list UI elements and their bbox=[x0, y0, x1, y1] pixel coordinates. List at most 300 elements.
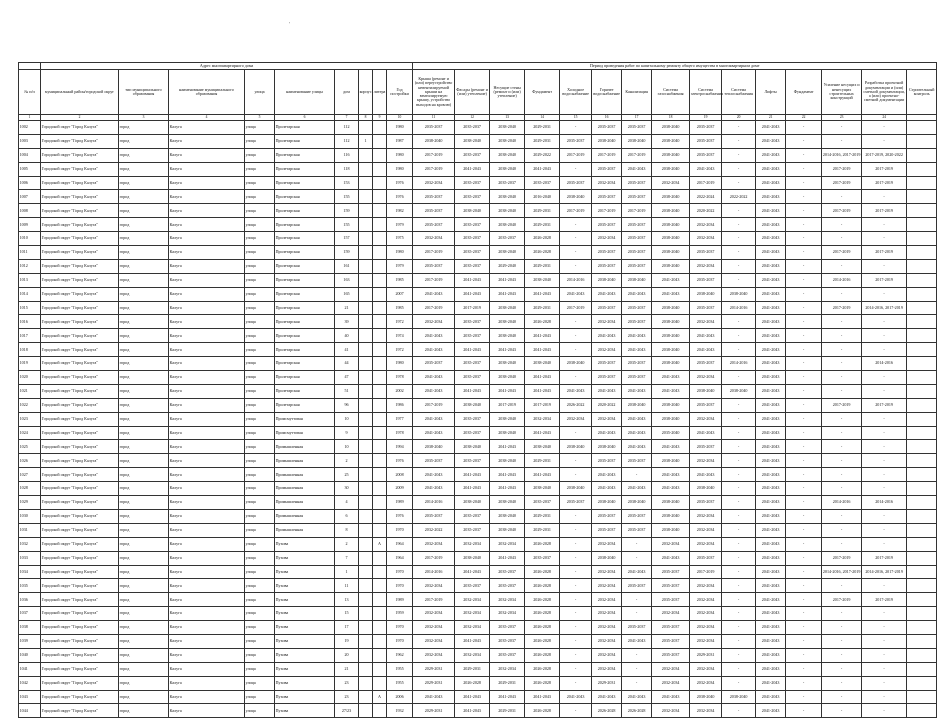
table-cell bbox=[907, 259, 937, 273]
table-cell: - bbox=[862, 134, 907, 148]
table-cell: улица bbox=[245, 218, 275, 232]
table-cell: Городской округ "Город Калуга" bbox=[41, 371, 119, 385]
table-cell: 1020 bbox=[19, 371, 41, 385]
table-cell: 2002 bbox=[387, 384, 413, 398]
table-cell: Калуга bbox=[169, 384, 245, 398]
table-cell: Калуга bbox=[169, 204, 245, 218]
table-cell: - bbox=[722, 121, 756, 135]
table-cell: - bbox=[722, 509, 756, 523]
table-cell: Калуга bbox=[169, 482, 245, 496]
table-cell: улица bbox=[245, 357, 275, 371]
table-cell: 1970 bbox=[387, 523, 413, 537]
table-cell: Пролетарская bbox=[275, 357, 335, 371]
table-cell: 2035-2037 bbox=[690, 551, 722, 565]
table-cell: - bbox=[786, 412, 822, 426]
table-cell: 2038-2040 bbox=[592, 273, 622, 287]
table-cell: 2041-2043 bbox=[622, 384, 652, 398]
table-cell: - bbox=[786, 593, 822, 607]
table-cell: 2026-2028 bbox=[525, 704, 560, 718]
table-cell: Пролетарская bbox=[275, 134, 335, 148]
table-cell: 1033 bbox=[19, 551, 41, 565]
table-cell: 2041-2043 bbox=[756, 134, 786, 148]
table-cell: 2038-2040 bbox=[490, 509, 525, 523]
table-cell: 2041-2043 bbox=[455, 343, 490, 357]
table-cell bbox=[359, 634, 373, 648]
table-cell bbox=[359, 704, 373, 718]
table-cell: 2038-2040 bbox=[622, 496, 652, 510]
table-cell: город bbox=[119, 162, 169, 176]
table-cell: - bbox=[786, 676, 822, 690]
table-row bbox=[19, 509, 937, 523]
table-cell: 2038-2040 bbox=[592, 134, 622, 148]
table-row bbox=[19, 259, 937, 273]
table-cell bbox=[359, 329, 373, 343]
table-cell: 2035-2037 bbox=[592, 301, 622, 315]
table-cell: - bbox=[786, 648, 822, 662]
table-cell: 96 bbox=[335, 398, 359, 412]
page-mark: ' bbox=[289, 22, 291, 28]
table-cell: - bbox=[786, 162, 822, 176]
table-cell: 2017-2019 bbox=[862, 398, 907, 412]
table-cell: 2041-2043 bbox=[756, 259, 786, 273]
table-cell: Калуга bbox=[169, 496, 245, 510]
table-cell: 2038-2040 bbox=[652, 148, 690, 162]
table-cell: - bbox=[862, 662, 907, 676]
table-cell: - bbox=[560, 579, 592, 593]
table-cell bbox=[907, 496, 937, 510]
table-cell: улица bbox=[245, 634, 275, 648]
table-cell: - bbox=[822, 523, 862, 537]
table-cell bbox=[373, 232, 387, 246]
table-cell bbox=[373, 468, 387, 482]
table-cell: 1038 bbox=[19, 621, 41, 635]
table-cell: 2041-2043 bbox=[756, 148, 786, 162]
table-cell: 2041-2043 bbox=[490, 551, 525, 565]
table-cell: 2041-2043 bbox=[525, 343, 560, 357]
table-cell: 2038-2040 bbox=[652, 315, 690, 329]
table-cell: город bbox=[119, 634, 169, 648]
table-cell: - bbox=[862, 454, 907, 468]
table-cell bbox=[907, 537, 937, 551]
column-number: 8 bbox=[359, 115, 373, 121]
table-cell: улица bbox=[245, 148, 275, 162]
table-cell: - bbox=[722, 523, 756, 537]
table-cell: 2032-2034 bbox=[690, 537, 722, 551]
table-cell: 2035-2037 bbox=[592, 523, 622, 537]
column-header-row bbox=[19, 70, 937, 115]
table-cell bbox=[359, 551, 373, 565]
table-cell: 2038-2040 bbox=[652, 246, 690, 260]
table-cell: 2035-2037 bbox=[622, 232, 652, 246]
table-cell: 2041-2043 bbox=[455, 690, 490, 704]
table-cell: город bbox=[119, 301, 169, 315]
table-cell: 2038-2040 bbox=[592, 551, 622, 565]
table-cell: 2008 bbox=[387, 468, 413, 482]
table-cell bbox=[907, 676, 937, 690]
table-cell: Городской округ "Город Калуга" bbox=[41, 134, 119, 148]
table-cell: 2035-2037 bbox=[413, 204, 455, 218]
column-header: Горячее водоснабжение bbox=[592, 70, 622, 115]
table-cell: 2035-2037 bbox=[490, 648, 525, 662]
table-cell: 2041-2043 bbox=[560, 690, 592, 704]
table-cell: 2038-2040 bbox=[490, 496, 525, 510]
table-cell: 2041-2043 bbox=[652, 287, 690, 301]
table-cell: 1024 bbox=[19, 426, 41, 440]
table-cell: - bbox=[560, 565, 592, 579]
table-cell: - bbox=[862, 676, 907, 690]
column-header: Год постройки bbox=[387, 70, 413, 115]
table-cell: - bbox=[622, 607, 652, 621]
table-cell: 1970 bbox=[387, 621, 413, 635]
column-header: муниципальный район/городской округ bbox=[41, 70, 119, 115]
table-cell: 2032-2034 bbox=[690, 315, 722, 329]
table-cell bbox=[907, 176, 937, 190]
table-cell: 2035-2037 bbox=[622, 579, 652, 593]
table-cell: - bbox=[862, 329, 907, 343]
table-cell: 2017-2019 bbox=[413, 273, 455, 287]
column-number: 6 bbox=[275, 115, 335, 121]
header-group-periods: Период проведения работ по капитальному ремонту общего имущества в многоквартирном доме bbox=[413, 63, 937, 70]
table-cell: - bbox=[822, 440, 862, 454]
table-cell: - bbox=[722, 565, 756, 579]
table-cell: 2038-2040 bbox=[690, 690, 722, 704]
table-cell: Промсмуттовая bbox=[275, 426, 335, 440]
table-cell bbox=[373, 134, 387, 148]
table-cell: 2038-2040 bbox=[490, 218, 525, 232]
table-cell: 2041-2043 bbox=[592, 426, 622, 440]
table-cell: 2035-2037 bbox=[455, 315, 490, 329]
table-cell: 2017-2019 bbox=[560, 204, 592, 218]
table-cell: 2041-2043 bbox=[756, 357, 786, 371]
table-cell: город bbox=[119, 454, 169, 468]
table-cell: Калуга bbox=[169, 579, 245, 593]
table-cell: Калуга bbox=[169, 329, 245, 343]
table-cell: 1036 bbox=[19, 593, 41, 607]
table-cell: 1015 bbox=[19, 301, 41, 315]
table-cell: 2041-2043 bbox=[413, 690, 455, 704]
table-cell: Калуга bbox=[169, 121, 245, 135]
table-cell: 1009 bbox=[19, 218, 41, 232]
table-cell: 2032-2034 bbox=[592, 232, 622, 246]
table-cell: - bbox=[862, 607, 907, 621]
table-cell: Городской округ "Город Калуга" bbox=[41, 454, 119, 468]
table-cell: 1979 bbox=[387, 259, 413, 273]
table-cell: 2041-2043 bbox=[455, 634, 490, 648]
table-cell: 2029-2031 bbox=[455, 662, 490, 676]
table-cell bbox=[373, 273, 387, 287]
column-header: наименование муниципального образования bbox=[169, 70, 245, 115]
table-cell: - bbox=[822, 232, 862, 246]
table-cell: 2029-2031 bbox=[490, 676, 525, 690]
table-cell: город bbox=[119, 579, 169, 593]
table-cell: 2017-2019 bbox=[822, 301, 862, 315]
table-cell: 2014-2016, 2017-2019 bbox=[862, 301, 907, 315]
table-cell: 2041-2043 bbox=[490, 440, 525, 454]
table-cell: - bbox=[722, 148, 756, 162]
table-cell: Пролетарская bbox=[275, 384, 335, 398]
column-header: Система электроснабжения bbox=[690, 70, 722, 115]
table-cell: Промсмуттовая bbox=[275, 412, 335, 426]
table-cell bbox=[373, 551, 387, 565]
table-cell: 1029 bbox=[19, 496, 41, 510]
column-number: 13 bbox=[490, 115, 525, 121]
table-cell: 2041-2043 bbox=[592, 482, 622, 496]
table-cell bbox=[359, 218, 373, 232]
table-row bbox=[19, 134, 937, 148]
table-cell: Городской округ "Город Калуга" bbox=[41, 412, 119, 426]
table-cell: 27/23 bbox=[335, 704, 359, 718]
table-cell: 2029-2031 bbox=[525, 509, 560, 523]
table-cell: 1039 bbox=[19, 634, 41, 648]
table-cell: 2 bbox=[335, 454, 359, 468]
table-cell: 2007 bbox=[387, 287, 413, 301]
table-cell: 2041-2043 bbox=[455, 273, 490, 287]
table-row bbox=[19, 273, 937, 287]
table-cell: 1034 bbox=[19, 565, 41, 579]
table-cell: 2038-2040 bbox=[690, 482, 722, 496]
table-cell: 1014 bbox=[19, 287, 41, 301]
table-cell bbox=[359, 482, 373, 496]
table-cell: 2035-2037 bbox=[652, 565, 690, 579]
column-number: 2 bbox=[41, 115, 119, 121]
table-cell: 1030 bbox=[19, 509, 41, 523]
table-cell: 2038-2040 bbox=[690, 384, 722, 398]
table-cell: 2041-2043 bbox=[413, 412, 455, 426]
table-cell: - bbox=[822, 134, 862, 148]
table-cell: 2041-2043 bbox=[413, 329, 455, 343]
column-header: Несущие стены (ремонт и (или) утепление) bbox=[490, 70, 525, 115]
table-cell: 2032-2034 bbox=[652, 704, 690, 718]
table-cell bbox=[359, 426, 373, 440]
table-row bbox=[19, 287, 937, 301]
table-cell: улица bbox=[245, 371, 275, 385]
table-cell: 2038-2040 bbox=[722, 384, 756, 398]
column-header: дом bbox=[335, 70, 359, 115]
table-cell: - bbox=[722, 204, 756, 218]
table-cell: - bbox=[862, 232, 907, 246]
table-cell: - bbox=[722, 607, 756, 621]
table-cell: - bbox=[862, 482, 907, 496]
table-cell: - bbox=[822, 190, 862, 204]
table-cell bbox=[373, 176, 387, 190]
table-cell: Городской округ "Город Калуга" bbox=[41, 232, 119, 246]
table-cell: 1031 bbox=[19, 523, 41, 537]
table-cell: 2035-2037 bbox=[413, 121, 455, 135]
table-cell: - bbox=[722, 676, 756, 690]
table-cell: 2017-2019 bbox=[413, 301, 455, 315]
table-cell: 2017-2019 bbox=[592, 148, 622, 162]
table-cell: 116 bbox=[335, 148, 359, 162]
table-cell: Городской округ "Город Калуга" bbox=[41, 204, 119, 218]
table-cell: 2035-2037 bbox=[592, 246, 622, 260]
table-cell bbox=[373, 162, 387, 176]
table-cell: Промышленная bbox=[275, 468, 335, 482]
table-cell: - bbox=[622, 468, 652, 482]
table-row bbox=[19, 162, 937, 176]
table-cell: Пухова bbox=[275, 690, 335, 704]
table-cell: 1964 bbox=[387, 537, 413, 551]
table-cell: 2032-2034 bbox=[690, 218, 722, 232]
table-cell bbox=[359, 648, 373, 662]
column-number: 1 bbox=[19, 115, 41, 121]
table-cell: 2035-2037 bbox=[413, 454, 455, 468]
table-cell: Городской округ "Город Калуга" bbox=[41, 509, 119, 523]
table-cell: 2041-2043 bbox=[652, 551, 690, 565]
table-cell: 2017-2019 bbox=[560, 301, 592, 315]
table-cell: Промышленная bbox=[275, 454, 335, 468]
table-cell bbox=[907, 343, 937, 357]
table-cell: - bbox=[786, 496, 822, 510]
table-cell bbox=[907, 190, 937, 204]
table-cell: город bbox=[119, 648, 169, 662]
table-cell bbox=[907, 218, 937, 232]
table-cell: 2041-2043 bbox=[622, 565, 652, 579]
table-cell bbox=[907, 523, 937, 537]
table-cell: - bbox=[862, 690, 907, 704]
table-cell: улица bbox=[245, 496, 275, 510]
table-cell: - bbox=[822, 704, 862, 718]
table-cell: 2041-2043 bbox=[413, 287, 455, 301]
table-cell: 2041-2043 bbox=[525, 287, 560, 301]
table-cell: 1010 bbox=[19, 232, 41, 246]
table-cell bbox=[907, 468, 937, 482]
table-row bbox=[19, 565, 937, 579]
table-cell: - bbox=[822, 648, 862, 662]
table-cell: 2017-2019 bbox=[592, 204, 622, 218]
table-cell: 2035-2037 bbox=[490, 565, 525, 579]
table-cell: 1932 bbox=[387, 704, 413, 718]
table-row bbox=[19, 176, 937, 190]
table-cell: 1003 bbox=[19, 134, 41, 148]
table-cell: 1980 bbox=[387, 357, 413, 371]
table-cell: 2032-2034 bbox=[413, 232, 455, 246]
table-cell: 2032-2034 bbox=[455, 593, 490, 607]
table-cell bbox=[907, 593, 937, 607]
table-cell: - bbox=[822, 412, 862, 426]
table-cell: - bbox=[786, 621, 822, 635]
table-cell: - bbox=[560, 648, 592, 662]
table-cell: Городской округ "Город Калуга" bbox=[41, 676, 119, 690]
table-cell: 2038-2040 bbox=[592, 440, 622, 454]
table-cell bbox=[373, 482, 387, 496]
table-cell: город bbox=[119, 371, 169, 385]
table-cell bbox=[907, 662, 937, 676]
table-cell: 2026-2028 bbox=[455, 676, 490, 690]
table-cell bbox=[373, 371, 387, 385]
column-header: улица bbox=[245, 70, 275, 115]
table-cell: 2035-2037 bbox=[525, 176, 560, 190]
table-cell: 2041-2043 bbox=[756, 593, 786, 607]
table-cell: - bbox=[862, 287, 907, 301]
table-cell: 2035-2037 bbox=[455, 329, 490, 343]
table-cell: 1016 bbox=[19, 315, 41, 329]
table-cell: 2032-2034 bbox=[413, 315, 455, 329]
table-cell: 2041-2043 bbox=[690, 426, 722, 440]
table-cell: 2029-2031 bbox=[525, 134, 560, 148]
table-cell: - bbox=[560, 329, 592, 343]
table-row bbox=[19, 482, 937, 496]
table-cell: 2032-2034 bbox=[413, 621, 455, 635]
table-cell: 2041-2043 bbox=[490, 343, 525, 357]
table-cell bbox=[907, 454, 937, 468]
table-cell: 2017-2019 bbox=[822, 246, 862, 260]
table-cell: 2041-2043 bbox=[413, 468, 455, 482]
table-cell: 2038-2040 bbox=[490, 246, 525, 260]
table-cell: - bbox=[822, 343, 862, 357]
table-cell: 47 bbox=[335, 371, 359, 385]
table-cell: 2038-2040 bbox=[652, 523, 690, 537]
table-cell: 2041-2043 bbox=[756, 162, 786, 176]
table-cell: - bbox=[822, 357, 862, 371]
table-cell: 2035-2037 bbox=[560, 496, 592, 510]
table-cell: 2038-2040 bbox=[652, 190, 690, 204]
table-cell bbox=[907, 398, 937, 412]
table-cell: 2035-2037 bbox=[455, 412, 490, 426]
table-cell: 2032-2034 bbox=[592, 176, 622, 190]
table-cell: 1019 bbox=[19, 357, 41, 371]
table-cell: 1962 bbox=[387, 648, 413, 662]
table-cell bbox=[373, 259, 387, 273]
table-cell: - bbox=[722, 371, 756, 385]
table-cell: - bbox=[862, 523, 907, 537]
table-cell: город bbox=[119, 176, 169, 190]
table-cell: 1970 bbox=[387, 634, 413, 648]
table-cell: Городской округ "Город Калуга" bbox=[41, 384, 119, 398]
table-cell: 1994 bbox=[387, 440, 413, 454]
table-cell: - bbox=[822, 384, 862, 398]
table-cell: 2038-2040 bbox=[525, 357, 560, 371]
table-cell: 2041-2043 bbox=[622, 162, 652, 176]
table-row bbox=[19, 148, 937, 162]
table-cell: - bbox=[560, 704, 592, 718]
table-cell: 2041-2043 bbox=[756, 287, 786, 301]
table-cell: 1986 bbox=[387, 398, 413, 412]
table-cell bbox=[373, 634, 387, 648]
table-cell bbox=[359, 232, 373, 246]
table-cell: 2029-2031 bbox=[490, 704, 525, 718]
table-cell bbox=[359, 621, 373, 635]
table-cell: - bbox=[822, 537, 862, 551]
table-cell: 8 bbox=[335, 523, 359, 537]
column-header: Строительный контроль bbox=[907, 70, 937, 115]
table-cell: 2032-2034 bbox=[592, 565, 622, 579]
table-cell: 118 bbox=[335, 162, 359, 176]
table-cell: - bbox=[722, 259, 756, 273]
table-cell: 2038-2040 bbox=[652, 509, 690, 523]
table-cell: - bbox=[862, 468, 907, 482]
table-cell: Пролетарская bbox=[275, 190, 335, 204]
table-cell bbox=[359, 190, 373, 204]
table-cell: Пролетарская bbox=[275, 148, 335, 162]
table-cell: Пролетарская bbox=[275, 343, 335, 357]
table-cell: 2026-2028 bbox=[525, 246, 560, 260]
table-cell: 2029-2031 bbox=[525, 454, 560, 468]
table-cell: 2035-2037 bbox=[592, 121, 622, 135]
table-cell: 2035-2037 bbox=[622, 509, 652, 523]
table-cell: 159 bbox=[335, 246, 359, 260]
column-header: № п/п bbox=[19, 70, 41, 115]
table-cell: - bbox=[862, 634, 907, 648]
table-row bbox=[19, 523, 937, 537]
table-cell: 2041-2043 bbox=[756, 676, 786, 690]
table-cell: 2035-2037 bbox=[413, 190, 455, 204]
table-cell: - bbox=[786, 426, 822, 440]
table-cell: 2029-2031 bbox=[690, 648, 722, 662]
table-cell: 2035-2037 bbox=[413, 259, 455, 273]
table-cell bbox=[373, 412, 387, 426]
table-cell: 2041-2043 bbox=[756, 440, 786, 454]
table-cell: - bbox=[786, 232, 822, 246]
